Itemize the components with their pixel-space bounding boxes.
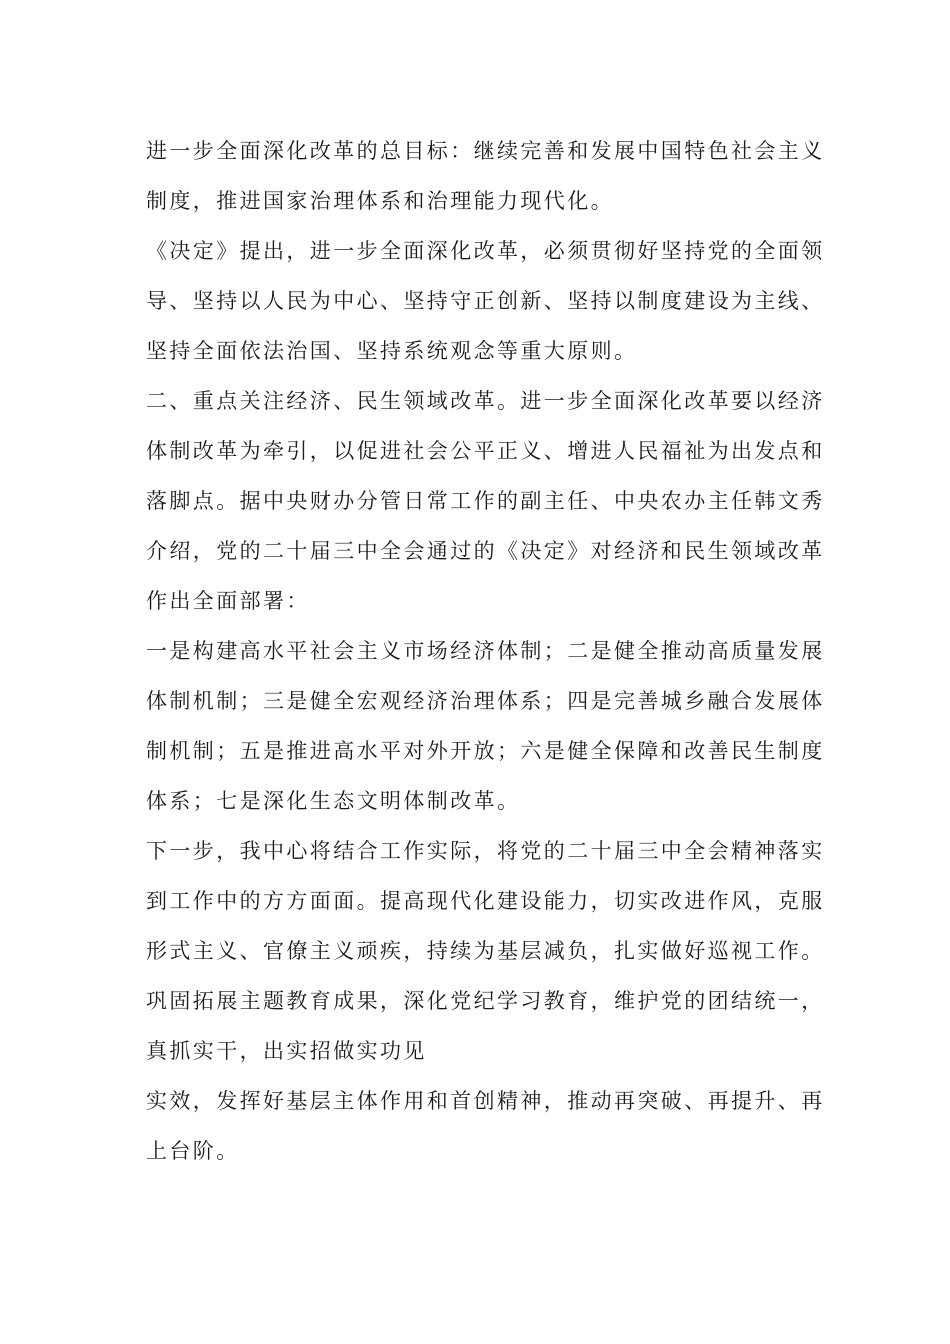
- text-line: 到工作中的方方面面。提高现代化建设能力，切实改进作风，克服: [146, 889, 825, 913]
- text-line: 导、坚持以人民为中心、坚持守正创新、坚持以制度建设为主线、: [146, 289, 825, 313]
- text-line: 体制改革为牵引，以促进社会公平正义、增进人民福祉为出发点和: [146, 439, 825, 463]
- text-line: 介绍，党的二十届三中全会通过的《决定》对经济和民生领域改革: [146, 539, 825, 563]
- text-line: 真抓实干，出实招做实功见: [146, 1039, 427, 1063]
- text-line: 巩固拓展主题教育成果，深化党纪学习教育，维护党的团结统一，: [146, 989, 825, 1013]
- text-line: 体制机制；三是健全宏观经济治理体系；四是完善城乡融合发展体: [146, 689, 825, 713]
- text-line: 二、重点关注经济、民生领域改革。进一步全面深化改革要以经济: [146, 389, 825, 413]
- text-line: 制度，推进国家治理体系和治理能力现代化。: [146, 189, 614, 213]
- text-line: 作出全面部署：: [146, 589, 310, 613]
- text-line: 上台阶。: [146, 1139, 240, 1163]
- text-line: 《决定》提出，进一步全面深化改革，必须贯彻好坚持党的全面领: [146, 239, 825, 263]
- text-line: 体系；七是深化生态文明体制改革。: [146, 789, 521, 813]
- text-line: 落脚点。据中央财办分管日常工作的副主任、中央农办主任韩文秀: [146, 489, 825, 513]
- text-line: 形式主义、官僚主义顽疾，持续为基层减负，扎实做好巡视工作。: [146, 939, 825, 963]
- text-line: 进一步全面深化改革的总目标：继续完善和发展中国特色社会主义: [146, 139, 825, 163]
- text-line: 一是构建高水平社会主义市场经济体制；二是健全推动高质量发展: [146, 639, 825, 663]
- text-line: 制机制；五是推进高水平对外开放；六是健全保障和改善民生制度: [146, 739, 825, 763]
- text-line: 实效，发挥好基层主体作用和首创精神，推动再突破、再提升、再: [146, 1089, 825, 1113]
- text-line: 坚持全面依法治国、坚持系统观念等重大原则。: [146, 339, 638, 363]
- document-body: [146, 126, 825, 1176]
- text-line: 下一步，我中心将结合工作实际，将党的二十届三中全会精神落实: [146, 839, 825, 863]
